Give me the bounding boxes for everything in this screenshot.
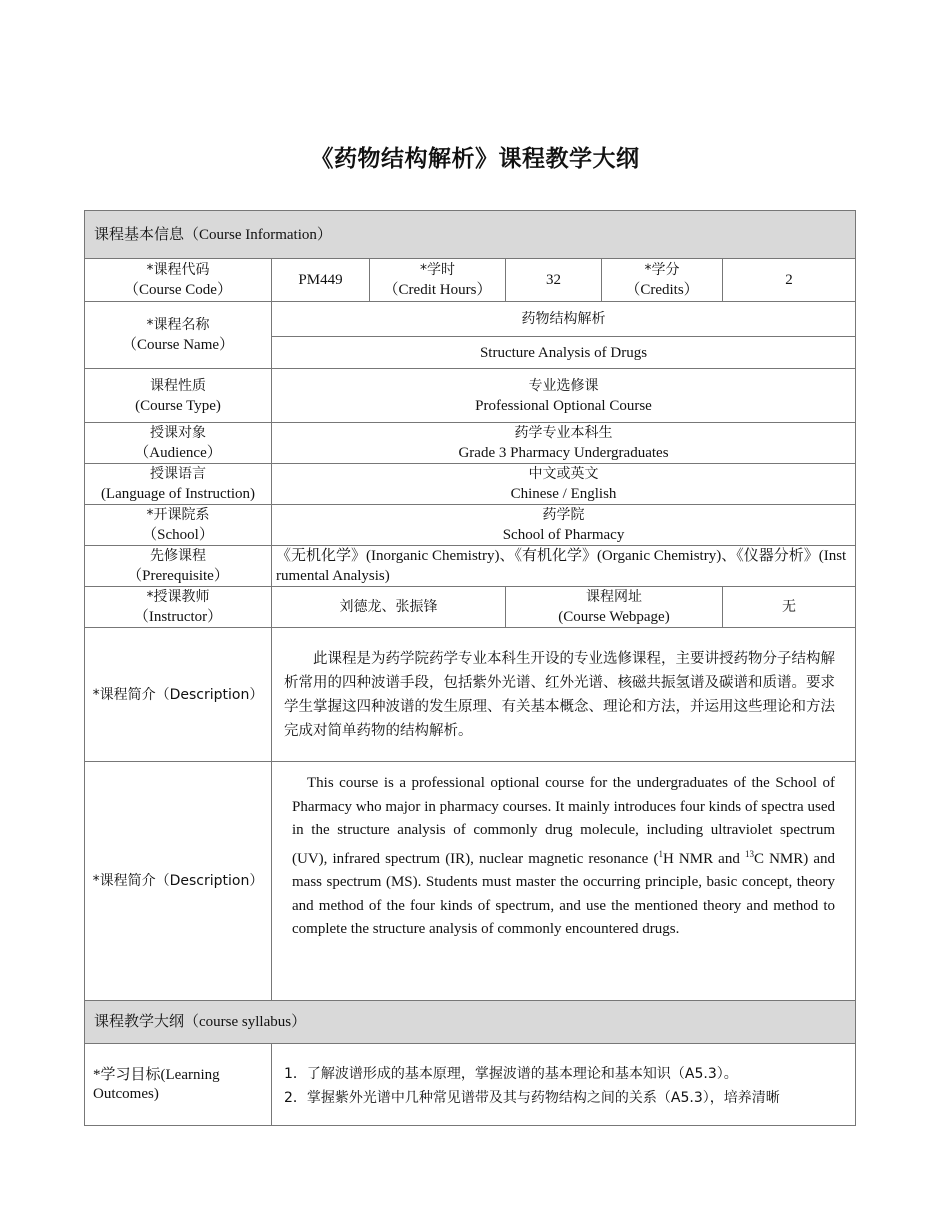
course-name-label: *课程名称 （Course Name） (85, 302, 272, 369)
instructor-value: 刘德龙、张振锋 (272, 587, 506, 628)
course-name-en: Structure Analysis of Drugs (272, 337, 856, 369)
prerequisite-value: 《无机化学》(Inorganic Chemistry)、《有机化学》(Organic Chemistry)、《仪器分析》(Instrumental Analysis) (272, 546, 856, 587)
learning-outcomes-label: *学习目标(Learning Outcomes) (85, 1044, 272, 1126)
outcome-item: 2．掌握紫外光谱中几种常见谱带及其与药物结构之间的关系（A5.3），培养清晰 (284, 1090, 780, 1106)
webpage-label: 课程网址 (Course Webpage) (506, 587, 723, 628)
course-code-value: PM449 (272, 259, 370, 302)
credits-value: 2 (723, 259, 856, 302)
audience-label: 授课对象 （Audience） (85, 423, 272, 464)
credits-label: *学分 （Credits） (602, 259, 723, 302)
section-header-course-info: 课程基本信息（Course Information） (85, 211, 856, 259)
audience-value: 药学专业本科生 Grade 3 Pharmacy Undergraduates (272, 423, 856, 464)
school-value: 药学院 School of Pharmacy (272, 505, 856, 546)
language-label: 授课语言 (Language of Instruction) (85, 464, 272, 505)
credit-hours-value: 32 (506, 259, 602, 302)
instructor-label: *授课教师 （Instructor） (85, 587, 272, 628)
course-info-table (84, 210, 856, 1126)
prerequisite-label: 先修课程 （Prerequisite） (85, 546, 272, 587)
description-cn-text: 此课程是为药学院药学专业本科生开设的专业选修课程，主要讲授药物分子结构解析常用的四种波谱手段，包括紫外光谱、红外光谱、核磁共振氢谱及碳谱和质谱。要求学生掌握这四种波谱的发生原理、有关基本概念、理论和方法，并运用这些理论和方法完成对简单药物的结构解析。 (284, 650, 835, 739)
outcome-item: 1．了解波谱形成的基本原理，掌握波谱的基本理论和基本知识（A5.3）。 (284, 1066, 738, 1082)
course-code-label: *课程代码 （Course Code） (85, 259, 272, 302)
webpage-value: 无 (723, 587, 856, 628)
description-en-text: This course is a professional optional course for the undergraduates of the School of Pharmacy who major in pharmacy courses. It mainly introduces four kinds of spectra used in the structure analysis of commonly drug molecule, including ultraviolet spectrum (UV), infrared spectrum (IR), nuclear magnetic resonance ($^1$H NMR and $^{13}$C NMR) and mass spectrum (MS). Students must master the occurring principle, basic concept, theory and method of the four kinds of spectrum, and use the mentioned theory and method to complete the structure analysis of commonly encountered drugs. (292, 775, 836, 937)
description-en-cell (272, 762, 856, 1001)
section-header-syllabus: 课程教学大纲（course syllabus） (85, 1001, 856, 1044)
course-name-cn: 药物结构解析 (272, 302, 856, 337)
learning-outcomes-cell (272, 1044, 856, 1126)
language-value: 中文或英文 Chinese / English (272, 464, 856, 505)
description-cn-label: *课程简介（Description） (85, 628, 272, 762)
page-title: 《药物结构解析》课程教学大纲 (310, 146, 640, 172)
school-label: *开课院系 （School） (85, 505, 272, 546)
course-type-label: 课程性质 (Course Type) (85, 369, 272, 423)
credit-hours-label: *学时 （Credit Hours） (370, 259, 506, 302)
description-cn-cell (272, 628, 856, 762)
description-en-label: *课程简介（Description） (85, 762, 272, 1001)
course-type-value: 专业选修课 Professional Optional Course (272, 369, 856, 423)
